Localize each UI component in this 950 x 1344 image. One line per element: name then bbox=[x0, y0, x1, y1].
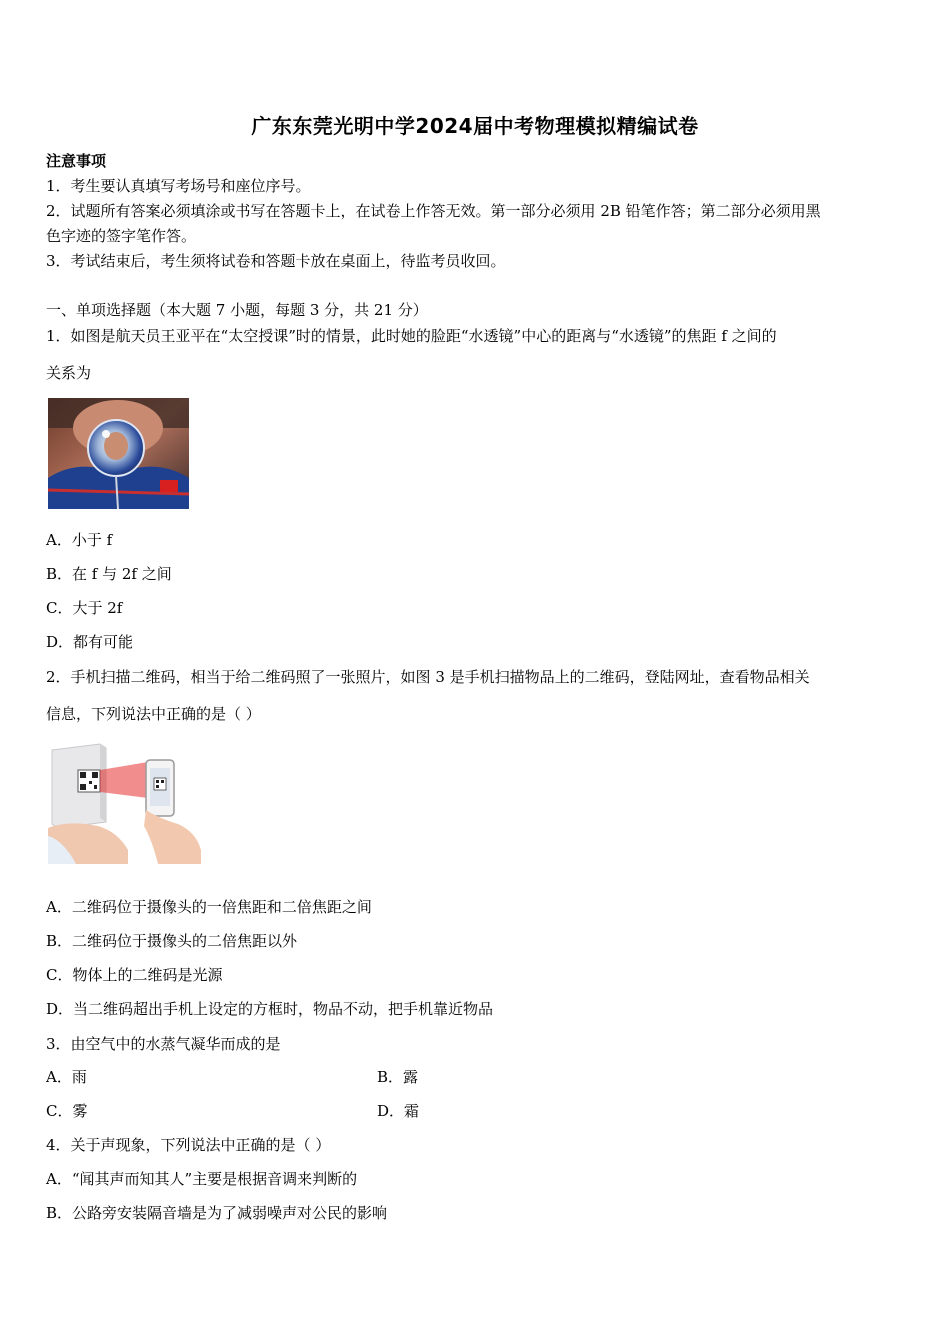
q1-stem-cont: 关系为 bbox=[46, 364, 92, 382]
notice-item-2-cont: 色字迹的签字笔作答。 bbox=[46, 227, 197, 245]
page-title: 广东东莞光明中学2024届中考物理模拟精编试卷 bbox=[251, 114, 699, 138]
q2-option-c: C．物体上的二维码是光源 bbox=[46, 966, 223, 984]
notice-item-1: 1．考生要认真填写考场号和座位序号。 bbox=[46, 177, 311, 195]
phone-scanning-qr-image bbox=[48, 740, 201, 864]
q1-stem: 1．如图是航天员王亚平在“太空授课”时的情景，此时她的脸距“水透镜”中心的距离与“水透镜”的焦距 f 之间的 bbox=[46, 327, 777, 345]
q4-option-b: B．公路旁安装隔音墙是为了减弱噪声对公民的影响 bbox=[46, 1204, 388, 1222]
q2-stem: 2．手机扫描二维码，相当于给二维码照了一张照片，如图 3 是手机扫描物品上的二维码，登陆网址，查看物品相关 bbox=[46, 668, 810, 686]
q1-option-d: D．都有可能 bbox=[46, 633, 134, 651]
q1-option-c: C．大于 2f bbox=[46, 599, 123, 617]
notice-heading: 注意事项 bbox=[46, 152, 107, 170]
q1-option-b: B．在 f 与 2f 之间 bbox=[46, 565, 172, 583]
q3-option-a: A．雨 bbox=[46, 1068, 87, 1086]
q3-option-b: B．露 bbox=[377, 1068, 419, 1086]
q4-option-a: A．“闻其声而知其人”主要是根据音调来判断的 bbox=[46, 1170, 358, 1188]
q3-option-c: C．雾 bbox=[46, 1102, 88, 1120]
astronaut-water-lens-image bbox=[48, 398, 189, 509]
notice-item-2: 2．试题所有答案必须填涂或书写在答题卡上，在试卷上作答无效。第一部分必须用 2B 铅笔作答；第二部分必须用黑 bbox=[46, 202, 821, 220]
q3-option-d: D．霜 bbox=[377, 1102, 420, 1120]
q2-stem-cont: 信息，下列说法中正确的是（ ） bbox=[46, 705, 261, 723]
notice-item-3: 3．考试结束后，考生须将试卷和答题卡放在桌面上，待监考员收回。 bbox=[46, 252, 506, 270]
q3-stem: 3．由空气中的水蒸气凝华而成的是 bbox=[46, 1035, 281, 1053]
q2-option-d: D．当二维码超出手机上设定的方框时，物品不动，把手机靠近物品 bbox=[46, 1000, 494, 1018]
q2-option-b: B．二维码位于摄像头的二倍焦距以外 bbox=[46, 932, 298, 950]
q2-option-a: A．二维码位于摄像头的一倍焦距和二倍焦距之间 bbox=[46, 898, 372, 916]
section-heading: 一、单项选择题（本大题 7 小题，每题 3 分，共 21 分） bbox=[46, 301, 428, 319]
q1-option-a: A．小于 f bbox=[46, 531, 113, 549]
q4-stem: 4．关于声现象，下列说法中正确的是（ ） bbox=[46, 1136, 331, 1154]
